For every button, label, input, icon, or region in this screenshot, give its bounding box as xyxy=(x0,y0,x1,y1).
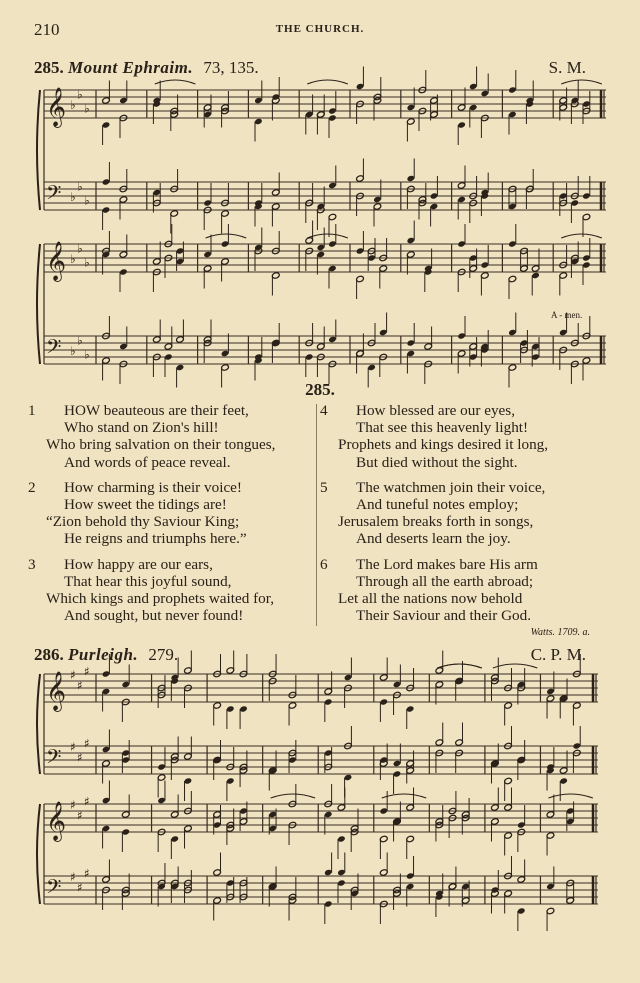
flat-icon: ♭ xyxy=(77,241,83,256)
tune-name: Purleigh. xyxy=(68,645,139,664)
sharp-icon: ♯ xyxy=(70,740,76,754)
flat-icon: ♭ xyxy=(84,255,90,270)
page-number: 210 xyxy=(34,20,60,39)
slur xyxy=(307,234,348,238)
verse-line: That hear this joyful sound, xyxy=(64,572,232,590)
tune-meter: C. P. M. xyxy=(530,645,586,664)
sharp-icon: ♯ xyxy=(70,668,76,682)
verse-line: And words of peace reveal. xyxy=(64,453,231,471)
stanza xyxy=(28,402,318,471)
slur xyxy=(155,80,196,84)
flat-icon: ♭ xyxy=(84,193,90,208)
flat-icon: ♭ xyxy=(70,252,76,266)
brace-icon xyxy=(37,804,40,904)
tune-meter: S. M. xyxy=(548,58,586,77)
verse-line: He reigns and triumphs here.” xyxy=(64,530,247,548)
tune-number: 285. xyxy=(34,58,64,77)
stanza-number: 4 xyxy=(320,402,328,419)
stanza xyxy=(320,556,610,625)
tune-name: Mount Ephraim. xyxy=(68,58,194,77)
brace-icon xyxy=(37,90,40,210)
verse-line: How blessed are our eyes, xyxy=(356,402,515,419)
bass-clef-icon: 𝄢 xyxy=(46,745,62,773)
music-system-285-1 xyxy=(36,86,608,218)
slur xyxy=(382,794,426,798)
flat-icon: ♭ xyxy=(70,344,76,358)
brace-icon xyxy=(37,674,40,774)
slur xyxy=(561,234,602,238)
stanza-column-right xyxy=(320,402,610,632)
sharp-icon: ♯ xyxy=(70,870,76,884)
verse-line: Their Saviour and their God. xyxy=(356,607,532,625)
treble-clef-icon: 𝄞 xyxy=(46,241,67,281)
column-divider xyxy=(316,404,317,626)
verse-line: That see this heavenly light! xyxy=(356,419,529,437)
sharp-icon: ♯ xyxy=(84,794,90,809)
verse-line: Who stand on Zion's hill! xyxy=(64,419,219,437)
sharp-icon: ♯ xyxy=(84,866,90,881)
verse-line: The watchmen join their voice, xyxy=(356,478,546,496)
verse-line: How sweet the tidings are! xyxy=(64,496,227,514)
verse-line: How happy are our ears, xyxy=(64,555,213,573)
slur xyxy=(561,80,602,84)
verse-line: Which kings and prophets waited for, xyxy=(46,590,274,608)
stanza xyxy=(320,402,610,471)
sharp-icon: ♯ xyxy=(77,880,83,895)
tune-number: 286. xyxy=(34,645,64,664)
stanza xyxy=(320,479,610,548)
verse-line: How charming is their voice! xyxy=(64,478,242,496)
verse-line: And deserts learn the joy. xyxy=(356,530,511,548)
music-system-285-2 xyxy=(36,240,608,372)
stanza-number: 1 xyxy=(28,402,36,419)
amen-text: A - men. xyxy=(551,310,583,320)
bass-clef-icon: 𝄢 xyxy=(46,335,62,363)
stanza-number: 5 xyxy=(320,478,328,496)
verse-line: And tuneful notes employ; xyxy=(356,496,519,514)
flat-icon: ♭ xyxy=(77,87,83,102)
verse-line: Let all the nations now behold xyxy=(338,590,523,608)
tune-references: 73, 135. xyxy=(203,58,259,77)
music-system-286-1 xyxy=(36,664,600,782)
slur xyxy=(206,234,247,238)
stanza-number: 3 xyxy=(28,555,36,573)
verse-line: And sought, but never found! xyxy=(64,607,244,625)
flat-icon: ♭ xyxy=(70,98,76,112)
flat-icon: ♭ xyxy=(84,101,90,116)
stanza xyxy=(28,556,318,625)
author-attribution: Watts. 1709. a. xyxy=(530,627,590,638)
flat-icon: ♭ xyxy=(77,179,83,194)
bass-clef-icon: 𝄢 xyxy=(46,875,62,903)
verse-line: “Zion behold thy Saviour King; xyxy=(46,513,240,531)
sharp-icon: ♯ xyxy=(77,678,83,693)
stanza-number: 2 xyxy=(28,478,36,496)
verse-line: But died without the sight. xyxy=(356,453,518,471)
flat-icon: ♭ xyxy=(77,333,83,348)
sharp-icon: ♯ xyxy=(84,664,90,679)
verse-line: Prophets and kings desired it long, xyxy=(338,436,549,454)
bass-clef-icon: 𝄢 xyxy=(46,181,62,209)
treble-clef-icon: 𝄞 xyxy=(46,801,67,841)
verse-line: The Lord makes bare His arm xyxy=(356,555,538,573)
verse-line: Jerusalem breaks forth in songs, xyxy=(338,513,534,531)
slur xyxy=(548,794,592,798)
sharp-icon: ♯ xyxy=(70,798,76,812)
verse-line: HOW beauteous are their feet, xyxy=(64,402,249,419)
tune-references: 279. xyxy=(148,645,179,664)
flat-icon: ♭ xyxy=(84,347,90,362)
flat-icon: ♭ xyxy=(70,190,76,204)
stanza-number: 6 xyxy=(320,555,328,573)
stanza-column-left xyxy=(28,402,318,632)
page-header xyxy=(34,20,606,42)
stanza xyxy=(28,479,318,548)
sharp-icon: ♯ xyxy=(84,736,90,751)
tune-285-heading xyxy=(34,58,586,80)
verse-line: Through all the earth abroad; xyxy=(356,572,534,590)
brace-icon xyxy=(37,244,40,364)
hymn-number: 285. xyxy=(305,380,335,399)
sharp-icon: ♯ xyxy=(77,808,83,823)
music-system-286-2 xyxy=(36,794,600,912)
treble-clef-icon: 𝄞 xyxy=(46,87,67,127)
sharp-icon: ♯ xyxy=(77,750,83,765)
slur xyxy=(271,794,315,798)
verse-line: Who bring salvation on their tongues, xyxy=(46,436,276,454)
slur xyxy=(307,80,348,84)
running-title: THE CHURCH. xyxy=(275,23,365,35)
tune-286-heading xyxy=(34,645,586,667)
treble-clef-icon: 𝄞 xyxy=(46,671,67,711)
